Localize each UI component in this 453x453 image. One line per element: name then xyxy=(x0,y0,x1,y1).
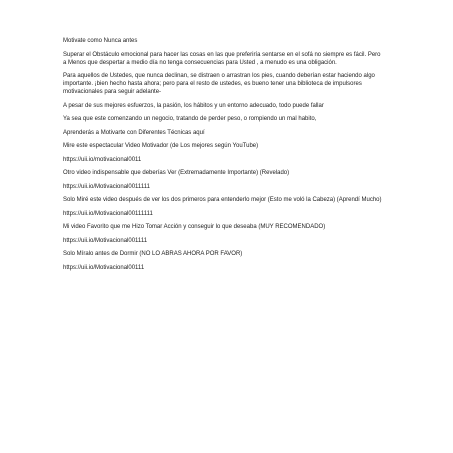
document-body xyxy=(63,37,385,277)
paragraph-video-5: Solo Míralo antes de Dormir (NO LO ABRAS AHORA POR FAVOR) xyxy=(63,251,243,257)
paragraph-failure: A pesar de sus mejores esfuerzos, la pasión, los hábitos y un entorno adecuado, todo puede fallar xyxy=(63,102,324,109)
paragraph-learn: Aprenderás a Motivarte con Diferentes Técnicas aquí xyxy=(63,129,205,136)
video-link-2[interactable]: https://uii.io/Motivacional0011111 xyxy=(63,183,150,190)
paragraph-intro: Superar el Obstáculo emocional para hacer las cosas en las que preferiría sentarse en el sofá no siempre es fácil. Pero a Menos que despertar a medio día no tenga consecuencias para Usted , a menudo es una obligación. xyxy=(63,51,381,66)
paragraph-video-4: Mi video Favorito que me Hizo Tomar Acción y conseguir lo que deseaba (MUY RECOMENDADO) xyxy=(63,224,326,230)
paragraph-video-3: Solo Miré este video después de ver los dos primeros para entenderlo mejor (Esto me voló la Cabeza) (Aprendí Mucho) xyxy=(63,197,382,203)
video-link-1[interactable]: https://uii.io/motivacional0011 xyxy=(63,156,142,163)
paragraph-video-1: Mire este espectacular Video Motivador (de Los mejores según YouTube) xyxy=(63,143,259,149)
paragraph-audience: Para aquellos de Ustedes, que nunca declinan, se distraen o arrastran los pies, cuando deberían estar haciendo algo importante. ¡bien hecho hasta ahora; pero para el resto de ustedes, es bueno tener una biblioteca de impulsores motivacionales para seguir adelante- xyxy=(63,73,375,95)
video-link-4[interactable]: https://uii.io/Motivacional001111 xyxy=(63,237,148,244)
video-link-5[interactable]: https://uii.io/Motivacional00111 xyxy=(63,264,145,271)
paragraph-video-2: Otro video indispensable que deberías Ver (Extremadamente Importante) (Revelado) xyxy=(63,170,290,176)
paragraph-goals: Ya sea que este comenzando un negocio, tratando de perder peso, o rompiendo un mal habito, xyxy=(63,116,317,122)
document-title: Motivate como Nunca antes xyxy=(63,38,138,44)
video-link-3[interactable]: https://uii.io/Motivacional00111111 xyxy=(63,210,153,217)
